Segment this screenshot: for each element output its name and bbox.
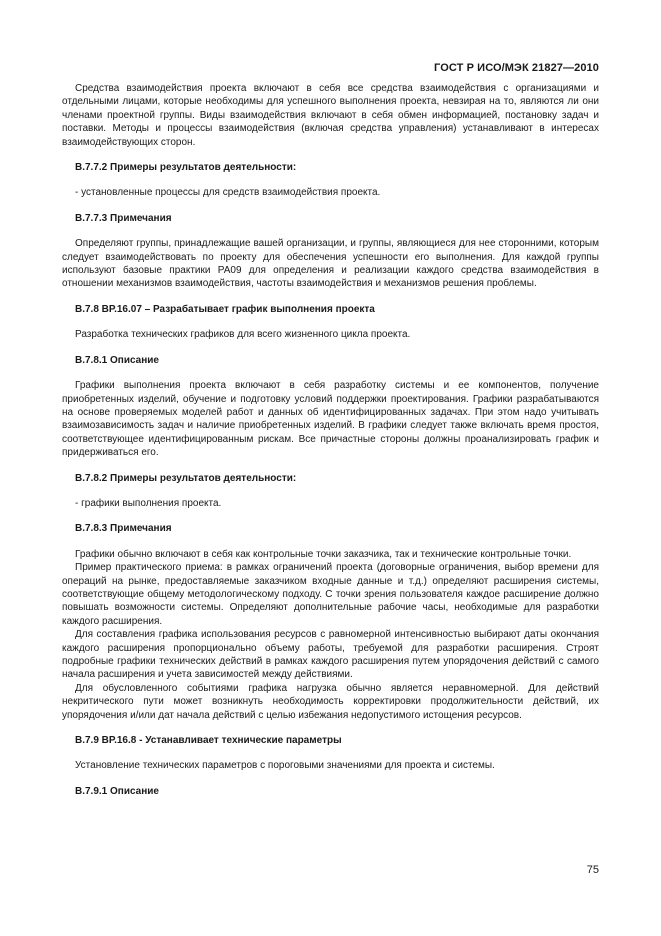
paragraph-practice-example: Пример практического приема: в рамках ограничений проекта (договорные ограничения, выбор времени для операций на рынке, предоставляемые заказчиком входные данные и т.д.) определяют расширения системы, соответствующие общему методологическому подходу. С точки зрения пользователя каждое расширение должно повышать возможности системы. Определяют дополнительные рабочие часы, необходимые для разработки каждого расширения. xyxy=(62,562,599,627)
paragraph-communication-means: Средства взаимодействия проекта включают в себя все средства взаимодействия с организациями и отдельными лицами, которые необходимы для успешного выполнения проекта, невзирая на то, являются ли они членами проектной группы. Виды взаимодействия включают в себя обмен информацией, постановку задач и поставки. Методы и процессы взаимодействия (включая средства управления) устанавливают в интересах взаимодействующих сторон. xyxy=(62,83,599,148)
paragraph-schedule-description: Графики выполнения проекта включают в себя разработку системы и ее компонентов, получение приобретенных изделий, обучение и подготовку условий поддержки проектирования. Графики разрабатываются на основе проверяемых моделей работ и данных об идентифицированных задачах. При этом надо учитывать взаимозависимость задач и наличие приобретенных изделий. В графики следует также включать время простоя, соответствующее идентифицированным рискам. Все причастные стороны должны проанализировать график и придерживаться его. xyxy=(62,380,599,459)
page-body xyxy=(62,82,599,810)
paragraph-technical-parameters: Установление технических параметров с пороговыми значениями для проекта и системы. xyxy=(75,760,495,772)
page-number: 75 xyxy=(586,864,599,876)
heading-b7-9-1: В.7.9.1 Описание xyxy=(75,785,159,797)
document-code-header: ГОСТ Р ИСО/МЭК 21827—2010 xyxy=(434,62,599,74)
paragraph-control-points: Графики обычно включают в себя как контрольные точки заказчика, так и технические контрольные точки. xyxy=(75,548,572,560)
paragraph-schedule-development: Разработка технических графиков для всего жизненного цикла проекта. xyxy=(75,329,411,341)
heading-b7-9: В.7.9 ВР.16.8 - Устанавливает технические параметры xyxy=(75,735,342,747)
list-item-established-processes: - установленные процессы для средств взаимодействия проекта. xyxy=(75,187,381,199)
heading-b7-7-2: В.7.7.2 Примеры результатов деятельности: xyxy=(75,162,297,174)
heading-b7-7-3: В.7.7.3 Примечания xyxy=(75,212,172,224)
heading-b7-8-3: В.7.8.3 Примечания xyxy=(75,523,172,535)
heading-b7-8: В.7.8 ВР.16.07 – Разрабатывает график выполнения проекта xyxy=(75,303,375,315)
paragraph-event-driven-schedule: Для обусловленного событиями графика нагрузка обычно является неравномерной. Для действий некритического пути может возникнуть необходимость корректировки продолжительности действий, их упорядочения и/или дат начала действий с целью избежания недопустимого истощения ресурсов. xyxy=(62,682,599,721)
paragraph-resource-schedule: Для составления графика использования ресурсов с равномерной интенсивностью выбирают даты окончания каждого расширения пропорционально объему работы, требуемой для разработки расширения. Строят подробные графики технических действий в рамках каждого расширения путем упорядочения действий с самого начала расширения и учета зависимостей между действиями. xyxy=(62,629,599,681)
heading-b7-8-1: В.7.8.1 Описание xyxy=(75,354,159,366)
paragraph-groups-notes: Определяют группы, принадлежащие вашей организации, и группы, являющиеся для нее сторонними, которым следует взаимодействовать по проекту для обеспечения успешности его выполнения. Для каждой группы используют базовые практики РА09 для определения и реализации каждого средства взаимодействия в отношении механизмов взаимодействия, частоты взаимодействия и механизмов решения проблемы. xyxy=(62,238,599,290)
list-item-schedules: - графики выполнения проекта. xyxy=(75,497,222,509)
heading-b7-8-2: В.7.8.2 Примеры результатов деятельности: xyxy=(75,472,297,484)
